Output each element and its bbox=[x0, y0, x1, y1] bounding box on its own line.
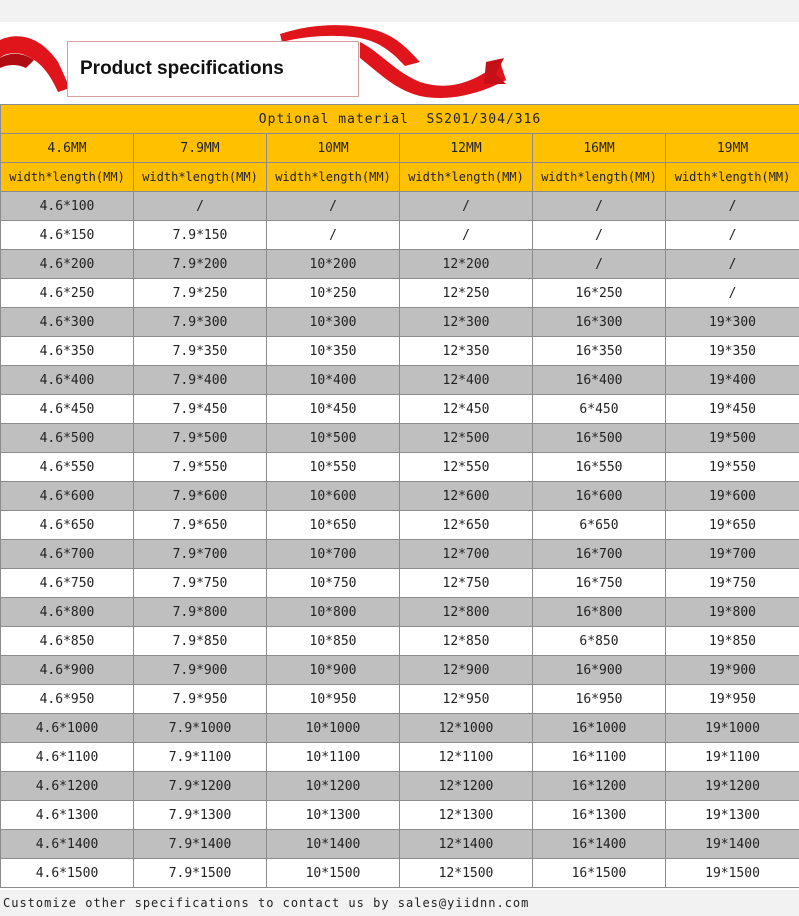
table-cell: 10*250 bbox=[267, 279, 400, 308]
table-cell: 7.9*1500 bbox=[134, 859, 267, 888]
table-cell: 16*300 bbox=[533, 308, 666, 337]
page-title: Product specifications bbox=[80, 58, 284, 79]
table-cell: 10*800 bbox=[267, 598, 400, 627]
table-cell: 10*700 bbox=[267, 540, 400, 569]
table-cell: 4.6*350 bbox=[1, 337, 134, 366]
dim-header-row bbox=[1, 163, 799, 192]
table-cell: 4.6*550 bbox=[1, 453, 134, 482]
spec-table-wrap bbox=[0, 104, 799, 888]
table-cell: 10*400 bbox=[267, 366, 400, 395]
table-cell: 12*750 bbox=[400, 569, 533, 598]
dim-header-cell: width*length(MM) bbox=[134, 163, 267, 192]
table-cell: 12*1500 bbox=[400, 859, 533, 888]
table-cell: 12*450 bbox=[400, 395, 533, 424]
table-cell: 12*200 bbox=[400, 250, 533, 279]
table-row bbox=[1, 685, 799, 714]
table-cell: 7.9*550 bbox=[134, 453, 267, 482]
table-row bbox=[1, 395, 799, 424]
table-cell: 10*950 bbox=[267, 685, 400, 714]
table-cell: 16*950 bbox=[533, 685, 666, 714]
dim-header-cell: width*length(MM) bbox=[533, 163, 666, 192]
table-cell: / bbox=[533, 250, 666, 279]
table-cell: 10*600 bbox=[267, 482, 400, 511]
table-cell: 12*1000 bbox=[400, 714, 533, 743]
table-cell: 10*200 bbox=[267, 250, 400, 279]
table-cell: 7.9*300 bbox=[134, 308, 267, 337]
table-cell: 19*450 bbox=[666, 395, 799, 424]
table-cell: 4.6*1200 bbox=[1, 772, 134, 801]
table-cell: 16*900 bbox=[533, 656, 666, 685]
table-cell: 12*950 bbox=[400, 685, 533, 714]
footer-text: Customize other specifications to contact us by sales@yiidnn.com bbox=[3, 896, 530, 910]
table-cell: 7.9*750 bbox=[134, 569, 267, 598]
table-cell: 16*350 bbox=[533, 337, 666, 366]
table-cell: 19*1100 bbox=[666, 743, 799, 772]
table-cell: 19*650 bbox=[666, 511, 799, 540]
table-cell: 19*900 bbox=[666, 656, 799, 685]
table-cell: / bbox=[400, 221, 533, 250]
table-row bbox=[1, 453, 799, 482]
table-cell: 10*450 bbox=[267, 395, 400, 424]
table-cell: 4.6*650 bbox=[1, 511, 134, 540]
size-header-cell: 7.9MM bbox=[134, 134, 267, 163]
dim-header-cell: width*length(MM) bbox=[666, 163, 799, 192]
table-cell: 12*850 bbox=[400, 627, 533, 656]
table-cell: 7.9*250 bbox=[134, 279, 267, 308]
table-cell: / bbox=[666, 250, 799, 279]
table-cell: 19*850 bbox=[666, 627, 799, 656]
table-cell: 19*300 bbox=[666, 308, 799, 337]
table-row bbox=[1, 656, 799, 685]
table-row bbox=[1, 598, 799, 627]
table-cell: 12*600 bbox=[400, 482, 533, 511]
table-cell: 12*300 bbox=[400, 308, 533, 337]
table-cell: 16*400 bbox=[533, 366, 666, 395]
table-row bbox=[1, 540, 799, 569]
ribbon-right-icon bbox=[360, 42, 506, 98]
dim-header-cell: width*length(MM) bbox=[400, 163, 533, 192]
dim-header-cell: width*length(MM) bbox=[1, 163, 134, 192]
table-cell: 4.6*450 bbox=[1, 395, 134, 424]
table-cell: 12*1100 bbox=[400, 743, 533, 772]
table-cell: 4.6*850 bbox=[1, 627, 134, 656]
table-row bbox=[1, 192, 799, 221]
table-cell: 7.9*1200 bbox=[134, 772, 267, 801]
table-cell: 10*1300 bbox=[267, 801, 400, 830]
table-cell: 12*1400 bbox=[400, 830, 533, 859]
table-cell: 16*1500 bbox=[533, 859, 666, 888]
table-cell: 16*800 bbox=[533, 598, 666, 627]
table-cell: 16*1400 bbox=[533, 830, 666, 859]
table-cell: 4.6*250 bbox=[1, 279, 134, 308]
table-cell: 10*550 bbox=[267, 453, 400, 482]
table-cell: 16*1300 bbox=[533, 801, 666, 830]
material-cell: Optional material SS201/304/316 bbox=[1, 105, 799, 134]
table-cell: 10*1200 bbox=[267, 772, 400, 801]
table-cell: 19*700 bbox=[666, 540, 799, 569]
table-cell: 4.6*100 bbox=[1, 192, 134, 221]
footer-note bbox=[0, 890, 799, 916]
table-cell: 16*250 bbox=[533, 279, 666, 308]
table-cell: 12*1200 bbox=[400, 772, 533, 801]
table-cell: 19*500 bbox=[666, 424, 799, 453]
table-cell: 10*650 bbox=[267, 511, 400, 540]
size-header-cell: 4.6MM bbox=[1, 134, 134, 163]
table-cell: 4.6*1400 bbox=[1, 830, 134, 859]
material-row bbox=[1, 105, 799, 134]
size-header-cell: 16MM bbox=[533, 134, 666, 163]
table-cell: 6*850 bbox=[533, 627, 666, 656]
table-cell: 16*500 bbox=[533, 424, 666, 453]
table-cell: 12*700 bbox=[400, 540, 533, 569]
table-row bbox=[1, 830, 799, 859]
table-cell: 10*500 bbox=[267, 424, 400, 453]
table-cell: 19*1200 bbox=[666, 772, 799, 801]
table-cell: 7.9*350 bbox=[134, 337, 267, 366]
table-cell: 4.6*200 bbox=[1, 250, 134, 279]
table-cell: 12*650 bbox=[400, 511, 533, 540]
table-cell: 16*1200 bbox=[533, 772, 666, 801]
table-cell: 7.9*850 bbox=[134, 627, 267, 656]
table-row bbox=[1, 366, 799, 395]
table-cell: 19*800 bbox=[666, 598, 799, 627]
table-cell: 7.9*150 bbox=[134, 221, 267, 250]
table-cell: 7.9*1300 bbox=[134, 801, 267, 830]
table-cell: 10*850 bbox=[267, 627, 400, 656]
size-header-row bbox=[1, 134, 799, 163]
table-cell: 19*1300 bbox=[666, 801, 799, 830]
table-cell: / bbox=[666, 279, 799, 308]
table-cell: / bbox=[666, 221, 799, 250]
table-cell: 10*1000 bbox=[267, 714, 400, 743]
table-cell: 4.6*1300 bbox=[1, 801, 134, 830]
table-row bbox=[1, 772, 799, 801]
table-cell: 7.9*900 bbox=[134, 656, 267, 685]
table-cell: 10*300 bbox=[267, 308, 400, 337]
table-cell: / bbox=[267, 221, 400, 250]
table-cell: 7.9*650 bbox=[134, 511, 267, 540]
table-cell: 4.6*1100 bbox=[1, 743, 134, 772]
table-row bbox=[1, 801, 799, 830]
table-cell: / bbox=[533, 221, 666, 250]
table-cell: 7.9*1100 bbox=[134, 743, 267, 772]
table-cell: 4.6*1500 bbox=[1, 859, 134, 888]
table-cell: 4.6*150 bbox=[1, 221, 134, 250]
table-cell: 7.9*700 bbox=[134, 540, 267, 569]
size-header-cell: 12MM bbox=[400, 134, 533, 163]
table-cell: / bbox=[533, 192, 666, 221]
table-cell: 7.9*450 bbox=[134, 395, 267, 424]
table-cell: 19*600 bbox=[666, 482, 799, 511]
table-cell: 12*800 bbox=[400, 598, 533, 627]
table-cell: 6*450 bbox=[533, 395, 666, 424]
table-row bbox=[1, 743, 799, 772]
table-cell: 19*750 bbox=[666, 569, 799, 598]
table-cell: 4.6*700 bbox=[1, 540, 134, 569]
table-cell: 19*400 bbox=[666, 366, 799, 395]
table-cell: 16*700 bbox=[533, 540, 666, 569]
table-row bbox=[1, 279, 799, 308]
table-row bbox=[1, 569, 799, 598]
table-cell: 19*1000 bbox=[666, 714, 799, 743]
table-cell: 12*250 bbox=[400, 279, 533, 308]
dim-header-cell: width*length(MM) bbox=[267, 163, 400, 192]
table-cell: 7.9*400 bbox=[134, 366, 267, 395]
table-cell: 12*550 bbox=[400, 453, 533, 482]
table-cell: 16*750 bbox=[533, 569, 666, 598]
table-row bbox=[1, 714, 799, 743]
table-cell: 4.6*1000 bbox=[1, 714, 134, 743]
table-cell: / bbox=[267, 192, 400, 221]
table-cell: 12*400 bbox=[400, 366, 533, 395]
title-box bbox=[67, 41, 359, 97]
table-cell: 4.6*950 bbox=[1, 685, 134, 714]
table-cell: 19*1500 bbox=[666, 859, 799, 888]
table-cell: 19*1400 bbox=[666, 830, 799, 859]
table-cell: 10*1100 bbox=[267, 743, 400, 772]
table-cell: 16*550 bbox=[533, 453, 666, 482]
table-cell: 4.6*800 bbox=[1, 598, 134, 627]
table-cell: 12*900 bbox=[400, 656, 533, 685]
table-cell: 7.9*950 bbox=[134, 685, 267, 714]
spec-table bbox=[0, 104, 799, 888]
table-row bbox=[1, 482, 799, 511]
table-row bbox=[1, 511, 799, 540]
table-cell: 19*950 bbox=[666, 685, 799, 714]
table-cell: 7.9*600 bbox=[134, 482, 267, 511]
table-row bbox=[1, 308, 799, 337]
table-row bbox=[1, 859, 799, 888]
table-row bbox=[1, 250, 799, 279]
table-cell: 7.9*1000 bbox=[134, 714, 267, 743]
table-cell: 7.9*200 bbox=[134, 250, 267, 279]
table-cell: 7.9*500 bbox=[134, 424, 267, 453]
table-cell: 4.6*300 bbox=[1, 308, 134, 337]
size-header-cell: 10MM bbox=[267, 134, 400, 163]
table-cell: 16*1000 bbox=[533, 714, 666, 743]
table-cell: 10*750 bbox=[267, 569, 400, 598]
table-cell: 7.9*1400 bbox=[134, 830, 267, 859]
table-row bbox=[1, 337, 799, 366]
table-cell: 4.6*600 bbox=[1, 482, 134, 511]
table-cell: 19*550 bbox=[666, 453, 799, 482]
table-row bbox=[1, 627, 799, 656]
table-cell: 16*1100 bbox=[533, 743, 666, 772]
table-cell: 16*600 bbox=[533, 482, 666, 511]
table-cell: 4.6*750 bbox=[1, 569, 134, 598]
top-band bbox=[0, 0, 799, 22]
table-cell: / bbox=[666, 192, 799, 221]
table-row bbox=[1, 424, 799, 453]
table-cell: / bbox=[400, 192, 533, 221]
table-cell: 10*1500 bbox=[267, 859, 400, 888]
table-cell: 12*350 bbox=[400, 337, 533, 366]
table-cell: 6*650 bbox=[533, 511, 666, 540]
table-cell: 4.6*900 bbox=[1, 656, 134, 685]
table-cell: 12*500 bbox=[400, 424, 533, 453]
table-cell: 4.6*400 bbox=[1, 366, 134, 395]
table-cell: 7.9*800 bbox=[134, 598, 267, 627]
table-cell: 12*1300 bbox=[400, 801, 533, 830]
table-cell: / bbox=[134, 192, 267, 221]
table-cell: 19*350 bbox=[666, 337, 799, 366]
table-cell: 10*900 bbox=[267, 656, 400, 685]
table-cell: 10*1400 bbox=[267, 830, 400, 859]
table-cell: 4.6*500 bbox=[1, 424, 134, 453]
table-cell: 10*350 bbox=[267, 337, 400, 366]
table-row bbox=[1, 221, 799, 250]
size-header-cell: 19MM bbox=[666, 134, 799, 163]
